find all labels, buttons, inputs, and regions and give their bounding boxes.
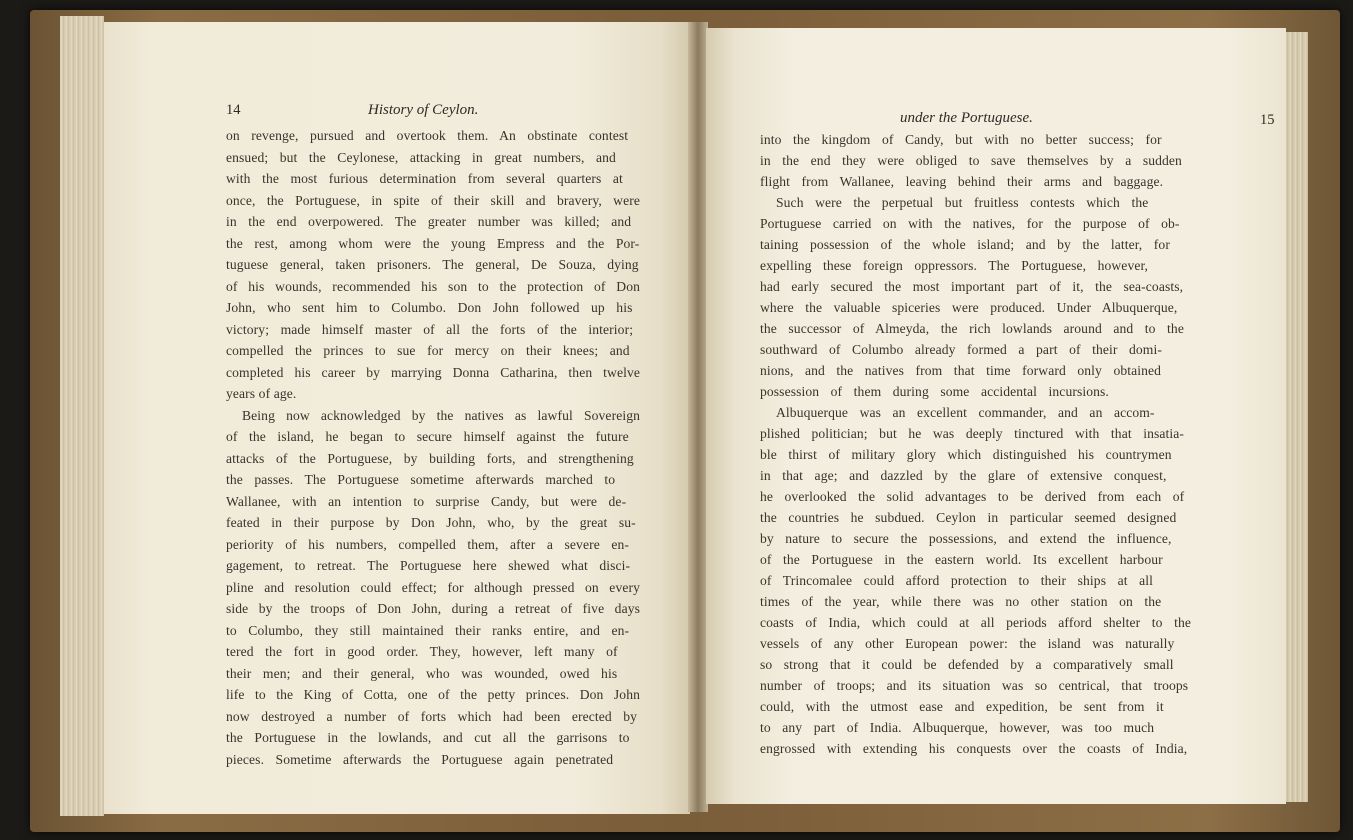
text-line: the countries he subdued. Ceylon in particular seemed designed: [760, 510, 1177, 525]
text-line: their men; and their general, who was wounded, owed his: [226, 665, 618, 681]
text-line: feated in their purpose by Don John, who, by the great su-: [226, 515, 636, 530]
text-line: to any part of India. Albuquerque, however, was too much: [760, 720, 1155, 735]
page-number-left: 14: [226, 102, 241, 118]
text-line: the Portuguese in the lowlands, and cut all the garrisons to: [226, 730, 630, 745]
running-title-right: under the Portuguese.: [900, 110, 1033, 126]
text-line: in that age; and dazzled by the glare of extensive conquest,: [760, 468, 1167, 483]
text-line: he overlooked the solid advantages to be derived from each of: [760, 489, 1185, 504]
text-line: with the most furious determination from several quarters at: [226, 171, 623, 186]
text-line: nions, and the natives from that time forward only obtained: [760, 363, 1162, 378]
text-line: of Trincomalee could afford protection to their ships at all: [760, 573, 1153, 588]
text-line: Portuguese carried on with the natives, for the purpose of ob-: [760, 216, 1180, 231]
text-line: of the island, he began to secure himself against the future: [226, 429, 629, 444]
text-line: could, with the utmost ease and expedition, be sent from it: [760, 699, 1164, 714]
text-line: expelling these foreign oppressors. The Portuguese, however,: [760, 258, 1149, 273]
text-line: side by the troops of Don John, during a retreat of five days: [226, 601, 640, 616]
book-gutter: [688, 22, 708, 812]
text-line: the rest, among whom were the young Empress and the Por-: [226, 235, 640, 251]
text-line: the passes. The Portuguese sometime afterwards marched to: [226, 472, 616, 487]
text-line: taining possession of the whole island; and by the latter, for: [760, 237, 1170, 252]
text-line: into the kingdom of Candy, but with no better success; for: [760, 132, 1162, 147]
text-line: victory; made himself master of all the forts of the interior;: [226, 321, 634, 337]
text-line: the successor of Almeyda, the rich lowlands around and to the: [760, 321, 1184, 336]
text-line: plished politician; but he was deeply tinctured with that insatia-: [760, 426, 1185, 441]
text-line: ensued; but the Ceylonese, attacking in great numbers, and: [226, 149, 616, 165]
text-line: vessels of any other European power: the island was naturally: [760, 636, 1175, 651]
text-line: had early secured the most important part of it, the sea-coasts,: [760, 279, 1184, 294]
text-line: once, the Portuguese, in spite of their skill and bravery, were: [226, 192, 640, 208]
right-page: [706, 28, 1286, 804]
text-line: periority of his numbers, compelled them, after a severe en-: [226, 536, 629, 552]
text-line: Wallanee, with an intention to surprise Candy, but were de-: [226, 493, 627, 509]
text-line: number of troops; and its situation was so centrical, that troops: [760, 678, 1189, 693]
text-line: ble thirst of military glory which distinguished his countrymen: [760, 447, 1172, 462]
text-line: by nature to secure the possessions, and extend the influence,: [760, 531, 1172, 546]
text-line: in the end they were obliged to save themselves by a sudden: [760, 153, 1182, 168]
left-page-edges: [60, 16, 104, 816]
text-line: engrossed with extending his conquests over the coasts of India,: [760, 741, 1188, 756]
text-line: so strong that it could be defended by a comparatively small: [760, 657, 1174, 672]
text-line: Albuquerque was an excellent commander, and an accom-: [776, 405, 1155, 420]
text-line: possession of them during some accidental incursions.: [760, 384, 1109, 399]
text-line: in the end overpowered. The greater number was killed; and: [226, 214, 632, 229]
text-line: times of the year, while there was no other station on the: [760, 594, 1162, 609]
text-line: John, who sent him to Columbo. Don John followed up his: [226, 300, 633, 315]
text-line: completed his career by marrying Donna Catharina, then twelve: [226, 364, 640, 380]
right-page-edges: [1284, 32, 1308, 802]
text-line: attacks of the Portuguese, by building forts, and strengthening: [226, 450, 634, 466]
running-title-left: History of Ceylon.: [368, 102, 479, 118]
text-line: on revenge, pursued and overtook them. An obstinate contest: [226, 128, 629, 143]
text-line: tuguese general, taken prisoners. The general, De Souza, dying: [226, 257, 639, 272]
text-line: where the valuable spiceries were produced. Under Albuquerque,: [760, 300, 1178, 315]
text-line: Such were the perpetual but fruitless contests which the: [776, 195, 1149, 210]
text-line: coasts of India, which could at all periods afford shelter to the: [760, 615, 1191, 630]
text-line: years of age.: [226, 386, 297, 401]
text-line: tered the fort in good order. They, however, left many of: [226, 644, 618, 659]
text-line: gagement, to retreat. The Portuguese here shewed what disci-: [226, 558, 631, 573]
text-line: of his wounds, recommended his son to the protection of Don: [226, 278, 640, 294]
text-line: of the Portuguese in the eastern world. Its excellent harbour: [760, 552, 1163, 567]
text-line: pieces. Sometime afterwards the Portuguese again penetrated: [226, 751, 614, 767]
text-line: Being now acknowledged by the natives as lawful Sovereign: [242, 407, 640, 423]
text-line: compelled the princes to sue for mercy on their knees; and: [226, 343, 630, 358]
page-number-right: 15: [1260, 112, 1275, 128]
text-line: now destroyed a number of forts which had been erected by: [226, 708, 638, 724]
left-page: [104, 22, 690, 814]
text-line: flight from Wallanee, leaving behind their arms and baggage.: [760, 174, 1164, 189]
text-line: life to the King of Cotta, one of the petty princes. Don John: [226, 687, 640, 702]
text-line: pline and resolution could effect; for although pressed on every: [226, 579, 640, 595]
text-line: southward of Columbo already formed a part of their domi-: [760, 342, 1162, 357]
text-line: to Columbo, they still maintained their ranks entire, and en-: [226, 622, 630, 638]
